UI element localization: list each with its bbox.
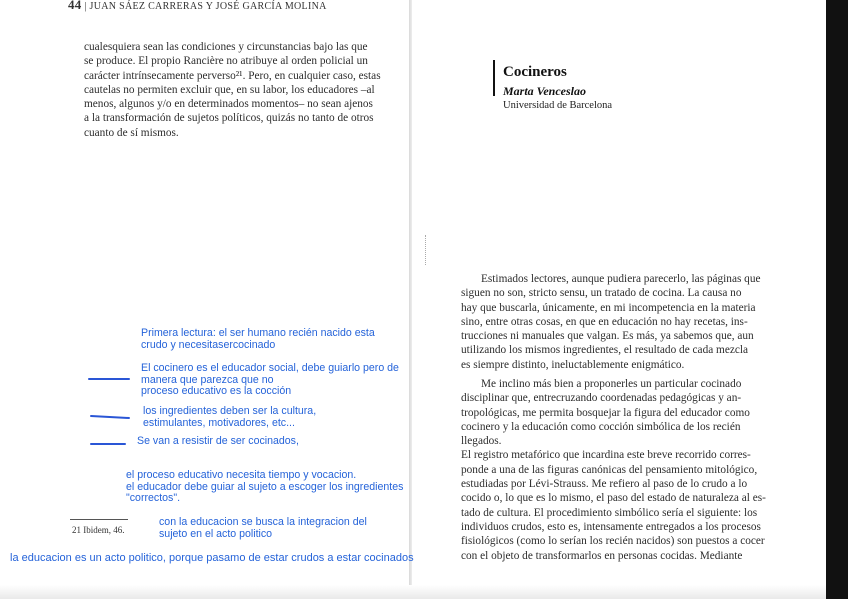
annotation-process bbox=[126, 470, 403, 505]
text-line: cocinero y la educación como cocción simbólica de los recién llegados. bbox=[461, 420, 741, 448]
text-line: es siempre distinto, ineluctablemente enigmático. bbox=[461, 358, 685, 371]
annotation-line: el proceso educativo necesita tiempo y vocacion. bbox=[126, 469, 357, 481]
annotation-first-reading bbox=[141, 328, 375, 351]
right-paragraph-1 bbox=[461, 272, 773, 372]
right-paragraph-2 bbox=[461, 377, 773, 563]
text-line: utilizando los mismos ingredientes, el resultado de cada mezcla bbox=[461, 344, 749, 357]
page-bottom-shadow bbox=[0, 585, 826, 599]
text-line: cautelas no permiten excluir que, en su labor, los educadores –al bbox=[84, 83, 375, 96]
footnote-rule bbox=[70, 519, 128, 520]
text-line: con el objeto de transformarlos en personas cocidas. Mediante bbox=[461, 549, 743, 562]
text-line: individuos crudos, esto es, intensamente entregados a los procesos bbox=[461, 520, 761, 533]
author-affiliation: Universidad de Barcelona bbox=[503, 100, 613, 111]
title-bar bbox=[493, 60, 495, 96]
annotation-line: manera que parezca que no bbox=[141, 373, 274, 386]
annotation-ingredients bbox=[143, 406, 316, 429]
left-paragraph bbox=[84, 40, 384, 140]
annotation-line: los ingredientes deben ser la cultura, bbox=[143, 405, 317, 417]
annotation-line: "correctos". bbox=[126, 492, 181, 505]
header-authors: JUAN SÁEZ CARRERAS Y JOSÉ GARCÍA MOLINA bbox=[89, 1, 327, 12]
annotation-line: sujeto en el acto politico bbox=[159, 527, 273, 540]
text-line: carácter intrínsecamente perverso²¹. Pero, en cualquier caso, estas bbox=[84, 69, 381, 82]
text-line: trucciones ni manuales que valgan. Es más, ya sabemos que, aun bbox=[461, 330, 754, 343]
text-line: cuanto de sí mismos. bbox=[84, 126, 179, 139]
text-line: sino, entre otras cosas, en que en educación no hay recetas, ins- bbox=[461, 315, 748, 328]
text-line: menos, algunos y/o en determinados momentos– no sean ajenos bbox=[84, 98, 373, 111]
running-header bbox=[68, 0, 327, 13]
left-page bbox=[0, 0, 412, 599]
gutter-marks bbox=[425, 235, 427, 265]
text-line: Me inclino más bien a proponerles un particular cocinado bbox=[481, 378, 742, 390]
text-line: Estimados lectores, aunque pudiera parecerlo, las páginas que bbox=[481, 273, 761, 285]
text-line: fisiológicos (como lo serían los recién nacidos) son puestos a cocer bbox=[461, 535, 765, 548]
annotation-line: estimulantes, motivadores, etc... bbox=[143, 416, 295, 429]
annotation-line: proceso educativo es la cocción bbox=[141, 385, 292, 398]
text-line: cocido o, lo que es lo mismo, el paso del estado de naturaleza al es- bbox=[461, 492, 766, 505]
annotation-line: crudo y necesitasercocinado bbox=[141, 338, 276, 351]
text-line: El registro metafórico que incardina este breve recorrido corres- bbox=[461, 449, 751, 462]
page-number: 44 bbox=[68, 0, 82, 12]
annotation-line: El cocinero es el educador social, debe guiarlo pero de bbox=[141, 362, 399, 374]
header-separator: | bbox=[84, 1, 90, 12]
footnote: 21 Ibidem, 46. bbox=[72, 525, 125, 535]
text-line: cualesquiera sean las condiciones y circunstancias bajo las que bbox=[84, 41, 368, 53]
chapter-author: Marta Venceslao bbox=[503, 84, 587, 98]
text-line: tado de cultura. El procedimiento simbólico sería el siguiente: los bbox=[461, 506, 758, 519]
annotation-political-act: la educacion es un acto politico, porque pasamo de estar crudos a estar cocinados bbox=[10, 552, 414, 564]
annotation-line: Primera lectura: el ser humano recién nacido esta bbox=[141, 327, 375, 339]
annotation-dash bbox=[90, 443, 126, 445]
text-line: se produce. El propio Rancière no atribuye al orden policial un bbox=[84, 55, 368, 68]
annotation-integration bbox=[159, 517, 367, 540]
annotation-line: el educador debe guiar al sujeto a escoger los ingredientes bbox=[126, 480, 404, 493]
text-line: hay que buscarla, únicamente, en mi incompetencia en la materia bbox=[461, 301, 756, 314]
chapter-title: Cocineros bbox=[503, 64, 567, 80]
text-line: a la transformación de sujetos políticos, quizás no tanto de otros bbox=[84, 112, 374, 125]
text-line: tropológicas, me permita bosquejar la figura del educador como bbox=[461, 406, 750, 419]
text-line: estudiadas por Lévi-Strauss. Me refiero al paso de lo crudo a lo bbox=[461, 478, 748, 491]
annotation-dash bbox=[88, 378, 130, 380]
text-line: disciplinar que, entrecruzando coordenadas pedagógicas y an- bbox=[461, 392, 742, 405]
text-line: siguen no son, stricto sensu, un tratado de cocina. La causa no bbox=[461, 287, 742, 300]
text-line: ponde a una de las figuras canónicas del pensamiento mitológico, bbox=[461, 463, 758, 476]
annotation-resist: Se van a resistir de ser cocinados, bbox=[137, 435, 299, 447]
scan-dark-edge bbox=[826, 0, 848, 599]
annotation-line: con la educacion se busca la integracion del bbox=[159, 516, 367, 528]
annotation-cook-educator bbox=[141, 363, 399, 398]
